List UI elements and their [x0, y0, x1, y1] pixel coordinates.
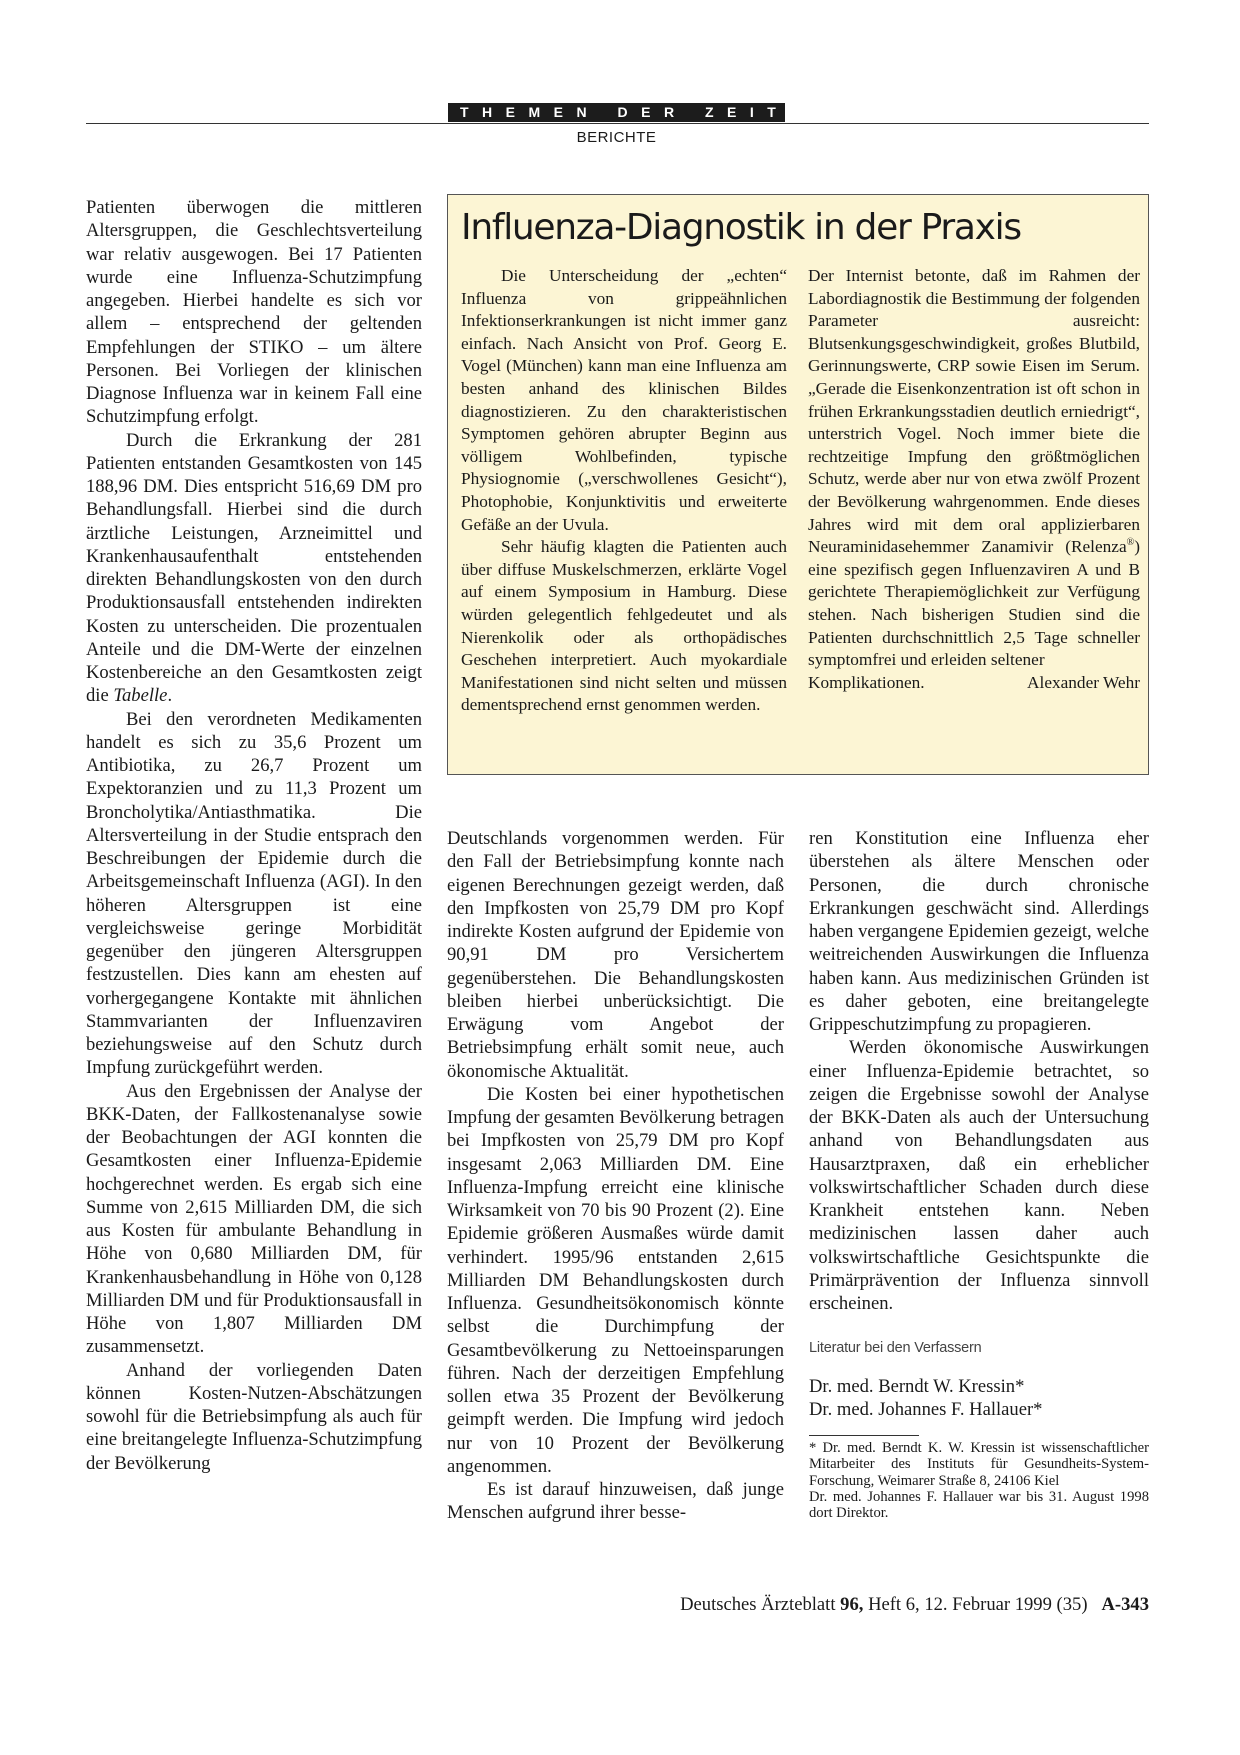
paragraph: Es ist darauf hinzuweisen, daß junge Menschen aufgrund ihrer besse- — [447, 1479, 784, 1524]
paragraph: ren Konstitution eine Influenza eher überstehen als ältere Menschen oder Personen, die durch chronische Erkrankungen geschwächt sind. Allerdings haben vergangene Epidemien gezeigt, welche weitreichenden Auswirkungen die Influenza haben kann. Aus medizinischen Gründen ist es daher geboten, eine breitangelegte Grippeschutzimpfung zu propagieren. — [809, 828, 1149, 1035]
paragraph: Bei den verordneten Medikamenten handelt es sich zu 35,6 Prozent um Antibiotika, zu 26,7 Prozent um Expektoranzien und zu 11,3 Prozent um Broncholytika/Antiasthmatika. Die Altersverteilung in der Studie entsprach den Beschreibungen der Epidemie durch die Arbeitsgemeinschaft Influenza (AGI). In den höheren Altersgruppen ist eine vergleichsweise geringe Morbidität gegenüber den jüngeren Altersgruppen festzustellen. Dies kann am ehesten auf vorhergegangene Kontakte mit ähnlichen Stammvarianten der Influenzaviren beziehungsweise auf den Schutz durch Impfung zurückgeführt werden. — [86, 708, 422, 1079]
page-footer — [600, 1594, 1149, 1616]
box-column-right — [808, 265, 1140, 694]
paragraph: Durch die Erkrankung der 281 Patienten entstanden Gesamtkosten von 145 188,96 DM. Dies entspricht 516,69 DM pro Behandlungsfall. Hierbei sind die durch ärztliche Leistungen, Arzneimittel und Krankenhausaufenthalt entstehenden direkten Behandlungskosten von den durch Produktionsausfall entstehenden indirekten Kosten zu unterscheiden. Die prozentualen Anteile und die DM-Werte der einzelnen Kostenbereiche an den Gesamtkosten zeigt die Tabelle. — [86, 429, 422, 707]
text-column-middle — [447, 827, 784, 1525]
box-author: Alexander Wehr — [1027, 672, 1140, 692]
info-box — [447, 194, 1149, 775]
subsection-header: BERICHTE — [576, 129, 657, 146]
box-column-left — [461, 265, 787, 717]
page-number: A-343 — [1101, 1594, 1149, 1615]
text-column-left — [86, 196, 422, 1475]
table-reference: Tabelle — [113, 685, 168, 707]
literature-note: Literatur bei den Verfassern — [809, 1340, 982, 1357]
paragraph: Deutschlands vorgenommen werden. Für den Fall der Betriebsimpfung konnte nach eigenen Berechnungen gezeigt werden, daß den Impfkosten von 25,79 DM pro Kopf indirekte Kosten aufgrund der Epidemie von 90,91 DM pro Versichertem gegenüberstehen. Die Behandlungskosten bleiben hierbei unberücksichtigt. Die Erwägung vom Angebot der Betriebsimpfung erhält somit neue, auch ökonomische Aktualität. — [447, 828, 784, 1082]
footnote-rule — [809, 1435, 919, 1436]
footnote: Dr. med. Johannes F. Hallauer war bis 31. August 1998 dort Direktor. — [809, 1488, 1149, 1522]
journal-name: Deutsches Ärzteblatt — [680, 1594, 836, 1615]
paragraph: Der Internist betonte, daß im Rahmen der Labordiagnostik die Bestimmung der folgenden Parameter ausreicht: Blutsenkungsgeschwindigkeit, großes Blutbild, Gerinnungswerte, CRP sowie Eisen im Serum. „Gerade die Eisenkonzentration ist oft schon in frühen Erkrankungsstadien deutlich erniedrigt“, unterstrich Vogel. Noch immer biete die rechtzeitige Impfung den größtmöglichen Schutz, werde aber nur von etwa zwölf Prozent der Bevölkerung wahrgenommen. Ende dieses Jahres wird mit dem oral applizierbaren Neuraminidasehemmer Zanamivir (Relenza®) eine spezifisch gegen Influenzaviren A und B gerichtete Therapiemöglichkeit zur Verfügung stehen. Nach bisherigen Studien sind die Patienten durchschnittlich 2,5 Tage schneller symptomfrei und erleiden seltener — [808, 266, 1140, 670]
registered-mark: ® — [1126, 537, 1135, 549]
paragraph: Werden ökonomische Auswirkungen einer Influenza-Epidemie betrachtet, so zeigen die Ergebnisse sowohl der Analyse der BKK-Daten als auch der Untersuchung anhand von Behandlungsdaten aus Hausarztpraxen, daß ein erheblicher volkswirtschaftlicher Schaden durch diese Krankheit entstehen kann. Neben medizinischen lassen daher auch volkswirtschaftliche Gesichtspunkte die Primärprävention der Influenza sinnvoll erscheinen. — [809, 1037, 1149, 1314]
paragraph: Die Kosten bei einer hypothetischen Impfung der gesamten Bevölkerung betragen bei Impfkosten von 25,79 DM pro Kopf insgesamt 2,063 Milliarden DM. Eine Influenza-Impfung erreicht eine klinische Wirksamkeit von 70 bis 90 Prozent (2). Eine Epidemie größeren Ausmaßes würde damit verhindert. 1995/96 entstanden 2,615 Milliarden DM Behandlungskosten durch Influenza. Gesundheitsökonomisch könnte selbst die Durchimpfung der Gesamtbevölkerung zu Nettoeinsparungen führen. Nach der derzeitigen Empfehlung sollen etwa 35 Prozent der Bevölkerung geimpft werden. Die Impfung wird jedoch nur von 10 Prozent der Bevölkerung angenommen. — [447, 1083, 784, 1477]
signature-line: Komplikationen. Alexander Wehr — [808, 672, 1140, 695]
journal-issue: Heft 6, 12. Februar 1999 (35) — [868, 1594, 1088, 1615]
text-column-right — [809, 827, 1149, 1521]
journal-volume: 96, — [840, 1594, 864, 1615]
paragraph: Sehr häufig klagten die Patienten auch über diffuse Muskelschmerzen, erklärte Vogel auf einem Symposium in Hamburg. Diese würden gelegentlich fehlgedeutet und als Nierenkolik oder als orthopädisches Geschehen interpretiert. Auch myokardiale Manifestationen sind nicht selten und müssen dementsprechend ernst genommen werden. — [461, 537, 787, 715]
box-title: Influenza-Diagnostik in der Praxis — [461, 207, 1021, 248]
footnote: * Dr. med. Berndt K. W. Kressin ist wissenschaftlicher Mitarbeiter des Instituts für Gesundheits-System-Forschung, Weimarer Straße 8, 24106 Kiel — [809, 1440, 1149, 1489]
section-header: THEMEN DER ZEIT — [448, 103, 785, 122]
author: Dr. med. Johannes F. Hallauer* — [809, 1398, 1043, 1420]
paragraph: Die Unterscheidung der „echten“ Influenza von grippeähnlichen Infektionserkrankungen ist nicht immer ganz einfach. Nach Ansicht von Prof. Georg E. Vogel (München) kann man eine Influenza am besten anhand des klinischen Bildes diagnostizieren. Zu den charakteristischen Symptomen gehören abrupter Beginn aus völligem Wohlbefinden, typische Physiognomie („verschwollenes Gesicht“), Photophobie, Konjunktivitis und erweiterte Gefäße an der Uvula. — [461, 266, 787, 534]
paragraph: Anhand der vorliegenden Daten können Kosten-Nutzen-Abschätzungen sowohl für die Betriebsimpfung als auch für eine breitangelegte Influenza-Schutzimpfung der Bevölkerung — [86, 1359, 422, 1474]
author: Dr. med. Berndt W. Kressin* — [809, 1375, 1025, 1397]
header-rule — [86, 123, 1149, 124]
paragraph: Aus den Ergebnissen der Analyse der BKK-Daten, der Fallkostenanalyse sowie der Beobachtungen der AGI konnten die Gesamtkosten einer Influenza-Epidemie hochgerechnet werden. Es ergab sich eine Summe von 2,615 Milliarden DM, die sich aus Kosten für ambulante Behandlung in Höhe von 0,680 Milliarden DM, für Krankenhausbehandlung in Höhe von 0,128 Milliarden DM und für Produktionsausfall in Höhe von 1,807 Milliarden DM zusammensetzt. — [86, 1080, 422, 1358]
paragraph: Patienten überwogen die mittleren Altersgruppen, die Geschlechtsverteilung war relativ ausgewogen. Bei 17 Patienten wurde eine Influenza-Schutzimpfung angegeben. Hierbei handelte es sich vor allem – entsprechend der geltenden Empfehlungen der STIKO – um ältere Personen. Bei Vorliegen der klinischen Diagnose Influenza war in keinem Fall eine Schutzimpfung erfolgt. — [86, 197, 422, 428]
author-list — [809, 1375, 1149, 1422]
